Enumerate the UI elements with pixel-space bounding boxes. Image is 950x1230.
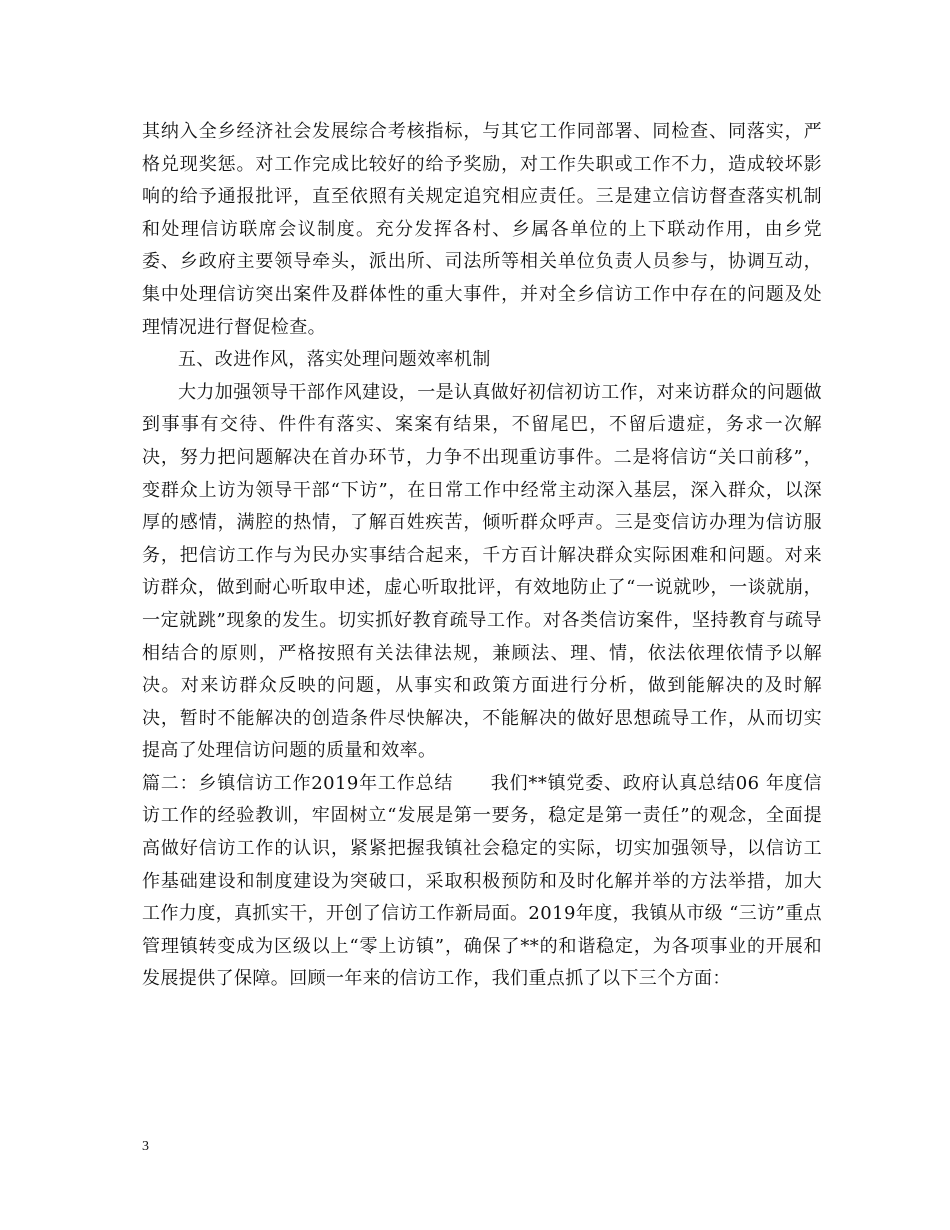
paragraph-4: 篇二：乡镇信访工作2019年工作总结 我们**镇党委、政府认真总结06 年度信访工作的经验教训，牢固树立“发展是第一要务，稳定是第一责任”的观念，全面提高做好信访工作的认识，紧紧把握我镇社会稳定的实际，切实加强领导，以信访工作基础建设和制度建设为突破口，采取积极预防和及时化解并举的方法举措，加大工作力度，真抓实干，开创了信访工作新局面。2019年度，我镇从市级 “三访”重点管理镇转变成为区级以上“零上访镇”，确保了**的和谐稳定，为各项事业的开展和发展提供了保障。回顾一年来的信访工作，我们重点抓了以下三个方面： — [142, 772, 822, 990]
page-number: 3 — [142, 1139, 149, 1154]
paragraph-1: 其纳入全乡经济社会发展综合考核指标，与其它工作同部署、同检查、同落实，严格兑现奖惩。对工作完成比较好的给予奖励，对工作失职或工作不力，造成较坏影响的给予通报批评，直至依照有关规定追究相应责任。三是建立信访督查落实机制和处理信访联席会议制度。充分发挥各村、乡属各单位的上下联动作用，由乡党委、乡政府主要领导牵头，派出所、司法所等相关单位负责人员参与，协调互动，集中处理信访突出案件及群体性的重大事件，并对全乡信访工作中存在的问题及处理情况进行督促检查。 — [142, 121, 822, 338]
document-body — [142, 116, 822, 996]
section-heading-5: 五、改进作风，落实处理问题效率机制 — [178, 349, 491, 371]
paragraph-3: 大力加强领导干部作风建设，一是认真做好初信初访工作，对来访群众的问题做到事事有交待、件件有落实、案案有结果，不留尾巴，不留后遗症，务求一次解决，努力把问题解决在首办环节，力争不出现重访事件。二是将信访“关口前移”，变群众上访为领导干部“下访”，在日常工作中经常主动深入基层，深入群众，以深厚的感情，满腔的热情，了解百姓疾苦，倾听群众呼声。三是变信访办理为信访服务，把信访工作与为民办实事结合起来，千方百计解决群众实际困难和问题。对来访群众，做到耐心听取申述，虚心听取批评，有效地防止了“一说就吵，一谈就崩，一定就跳”现象的发生。切实抓好教育疏导工作。对各类信访案件，坚持教育与疏导相结合的原则，严格按照有关法律法规，兼顾法、理、情，依法依理依情予以解决。对来访群众反映的问题，从事实和政策方面进行分析，做到能解决的及时解决，暂时不能解决的创造条件尽快解决，不能解决的做好思想疏导工作，从而切实提高了处理信访问题的质量和效率。 — [142, 381, 822, 762]
